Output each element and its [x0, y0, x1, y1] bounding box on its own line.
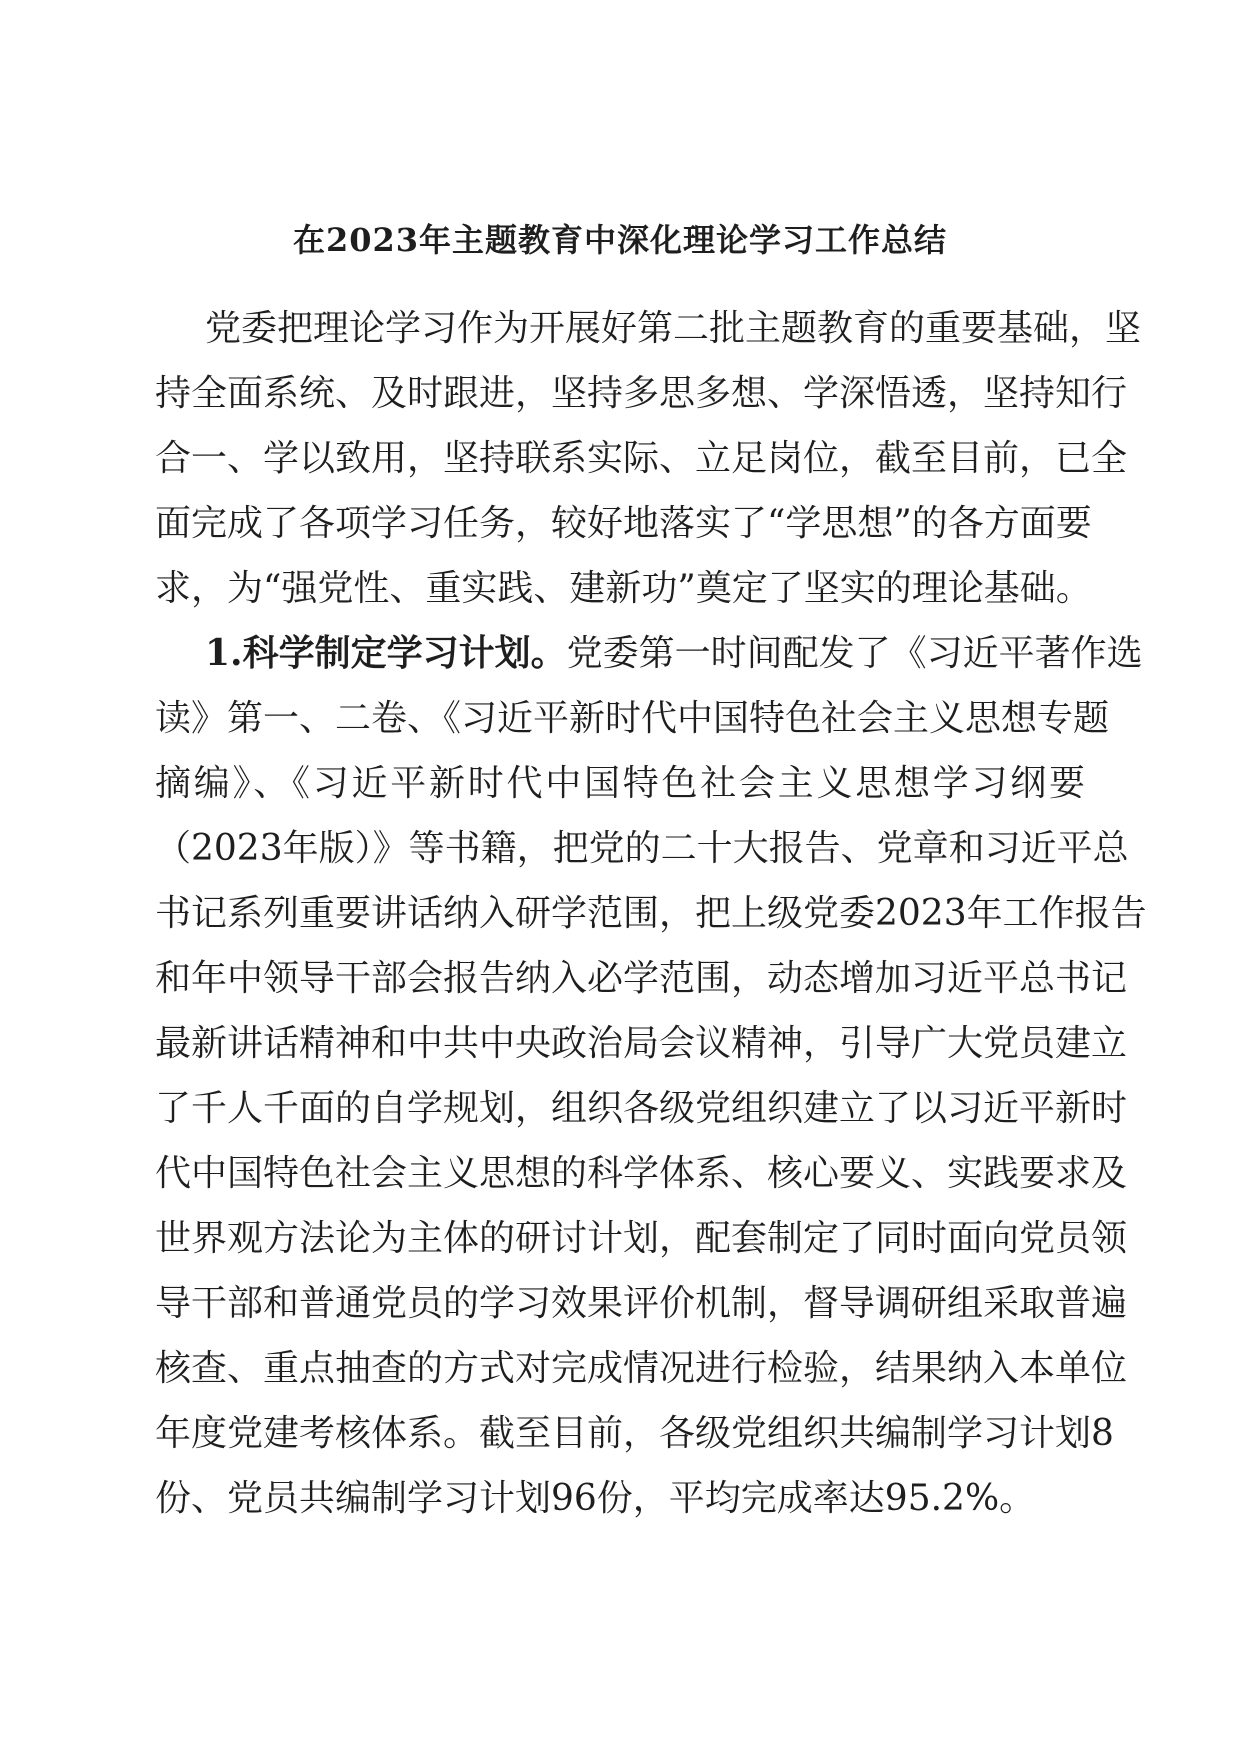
paragraph-last-line: 份、党员共编制学习计划96份，平均完成率达95.2%。	[155, 1478, 1036, 1519]
paragraph-line: 导干部和普通党员的学习效果评价机制，督导调研组采取普遍	[155, 1283, 1128, 1324]
document-body	[155, 296, 1147, 1531]
paragraph-line: 世界观方法论为主体的研讨计划，配套制定了同时面向党员领	[155, 1218, 1128, 1259]
document-title: 在2023年主题教育中深化理论学习工作总结	[292, 221, 948, 259]
paragraph-line: 书记系列重要讲话纳入研学范围，把上级党委2023年工作报告	[155, 893, 1147, 934]
paragraph-line: 代中国特色社会主义思想的科学体系、核心要义、实践要求及	[155, 1153, 1128, 1194]
paragraph-line: 合一、学以致用，坚持联系实际、立足岗位，截至目前，已全	[155, 438, 1128, 479]
section-1-heading: 1.科学制定学习计划。	[205, 632, 567, 674]
section-1-first-line-text: 党委第一时间配发了《习近平著作选	[566, 633, 1143, 674]
paragraph-line: 读》第一、二卷、《习近平新时代中国特色社会主义思想专题	[155, 698, 1110, 739]
section-1-first-line	[155, 621, 1143, 686]
paragraph-line: （2023年版）》等书籍，把党的二十大报告、党章和习近平总	[155, 828, 1129, 869]
paragraph-line: 面完成了各项学习任务，较好地落实了“学思想”的各方面要	[155, 503, 1092, 544]
section-1-paragraph	[155, 621, 1147, 1531]
paragraph-line: 年度党建考核体系。截至目前，各级党组织共编制学习计划8	[155, 1413, 1114, 1454]
paragraph-line: 党委把理论学习作为开展好第二批主题教育的重要基础，坚	[205, 308, 1142, 349]
paragraph-line: 持全面系统、及时跟进，坚持多思多想、学深悟透，坚持知行	[155, 373, 1128, 414]
paragraph-line: 最新讲话精神和中共中央政治局会议精神，引导广大党员建立	[155, 1023, 1128, 1064]
paragraph-line: 求，为“强党性、重实践、建新功”奠定了坚实的理论基础。	[155, 568, 1092, 609]
paragraph-line: 摘编》、《习近平新时代中国特色社会主义思想学习纲要	[155, 763, 1085, 804]
intro-paragraph	[155, 296, 1142, 621]
paragraph-line: 了千人千面的自学规划，组织各级党组织建立了以习近平新时	[155, 1088, 1128, 1129]
paragraph-line: 和年中领导干部会报告纳入必学范围，动态增加习近平总书记	[155, 958, 1128, 999]
paragraph-line: 核查、重点抽查的方式对完成情况进行检验，结果纳入本单位	[155, 1348, 1128, 1389]
